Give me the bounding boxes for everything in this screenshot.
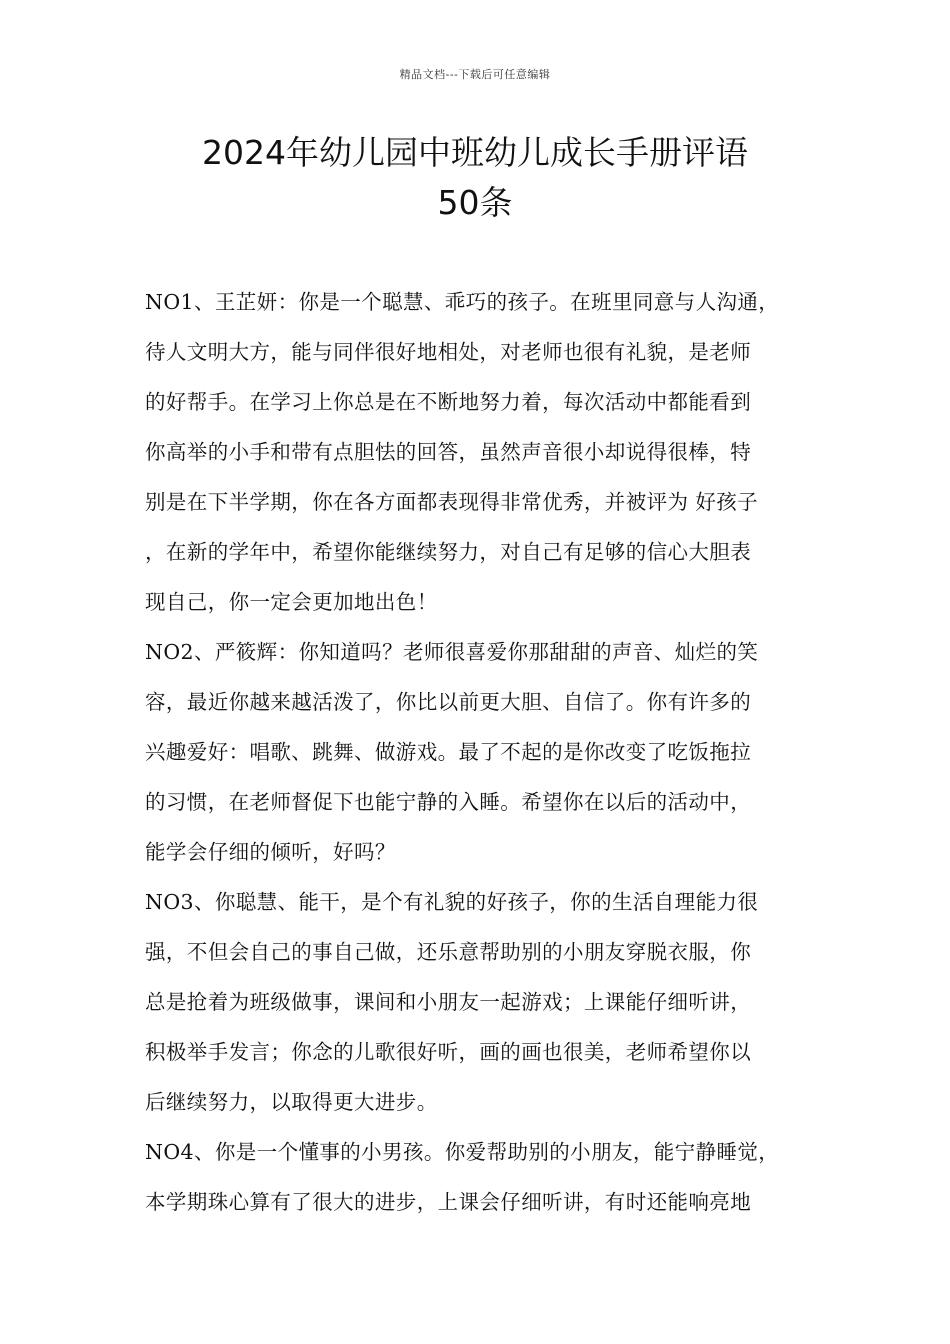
title-line-1: 2024年幼儿园中班幼儿成长手册评语: [202, 133, 748, 172]
body-line: 强，不但会自己的事自己做，还乐意帮助别的小朋友穿脱衣服，你: [145, 940, 752, 964]
body-line: 后继续努力，以取得更大进步。: [145, 1090, 438, 1114]
body-line: NO4、你是一个懂事的小男孩。你爱帮助别的小朋友，能宁静睡觉，: [145, 1140, 780, 1164]
body-line: 别是在下半学期，你在各方面都表现得非常优秀，并被评为 好孩子: [145, 490, 759, 514]
body-line: NO1、王芷妍：你是一个聪慧、乖巧的孩子。在班里同意与人沟通，: [145, 290, 780, 314]
body-line: 的习惯，在老师督促下也能宁静的入睡。希望你在以后的活动中，: [145, 790, 752, 814]
body-line: 现自己，你一定会更加地出色！: [145, 590, 438, 614]
body-line: 你高举的小手和带有点胆怯的回答，虽然声音很小却说得很棒，特: [145, 440, 752, 464]
title-line-2: 50条: [437, 183, 513, 222]
document-body: [145, 277, 830, 1227]
body-line: 本学期珠心算有了很大的进步，上课会仔细听讲，有时还能响亮地: [145, 1190, 752, 1214]
header-note: 精品文档---下载后可任意编辑: [399, 68, 551, 81]
body-line: 能学会仔细的倾听，好吗？: [145, 840, 396, 864]
body-line: 积极举手发言；你念的儿歌很好听，画的画也很美，老师希望你以: [145, 1040, 752, 1064]
body-line: 兴趣爱好：唱歌、跳舞、做游戏。最了不起的是你改变了吃饭拖拉: [145, 740, 752, 764]
document-title: [100, 128, 850, 228]
body-line: 总是抢着为班级做事，课间和小朋友一起游戏；上课能仔细听讲，: [145, 990, 752, 1014]
body-line: 容，最近你越来越活泼了，你比以前更大胆、自信了。你有许多的: [145, 690, 752, 714]
body-line: 的好帮手。在学习上你总是在不断地努力着，每次活动中都能看到: [145, 390, 752, 414]
body-line: 待人文明大方，能与同伴很好地相处，对老师也很有礼貌，是老师: [145, 340, 752, 364]
body-line: NO2、严筱辉：你知道吗？老师很喜爱你那甜甜的声音、灿烂的笑: [145, 640, 759, 664]
body-line: NO3、你聪慧、能干，是个有礼貌的好孩子，你的生活自理能力很: [145, 890, 759, 914]
body-line: ，在新的学年中，希望你能继续努力，对自己有足够的信心大胆表: [145, 540, 752, 564]
